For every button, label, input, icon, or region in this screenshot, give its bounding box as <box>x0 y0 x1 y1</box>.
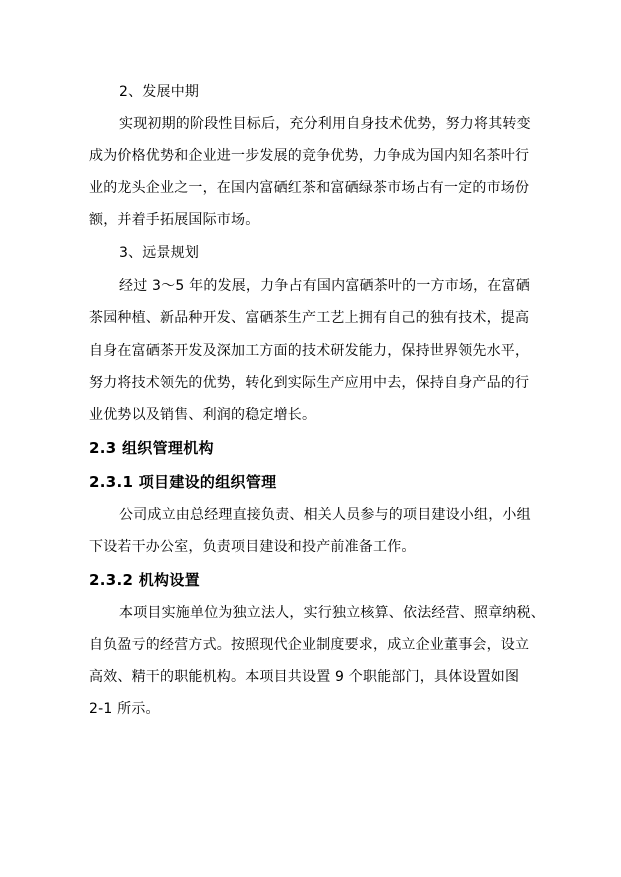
paragraph-line: 自身在富硒茶开发及深加工方面的技术研发能力，保持世界领先水平， <box>89 343 530 359</box>
paragraph-line: 业的龙头企业之一，在国内富硒红茶和富硒绿茶市场占有一定的市场份 <box>89 180 530 196</box>
paragraph-line: 本项目实施单位为独立法人，实行独立核算、依法经营、照章纳税、 <box>119 605 545 621</box>
subsection-heading-long-term-plan: 3、远景规划 <box>119 245 200 261</box>
paragraph-line: 成为价格优势和企业进一步发展的竞争优势，力争成为国内知名茶叶行 <box>89 148 530 164</box>
paragraph-line: 公司成立由总经理直接负责、相关人员参与的项目建设小组，小组 <box>119 507 531 523</box>
section-heading-2-3: 2.3 组织管理机构 <box>89 439 214 457</box>
paragraph-line: 2-1 所示。 <box>89 701 160 717</box>
paragraph-line: 额，并着手拓展国际市场。 <box>89 212 260 228</box>
paragraph-line: 经过 3～5 年的发展，力争占有国内富硒茶叶的一方市场，在富硒 <box>119 278 530 294</box>
paragraph-line: 下设若干办公室，负责项目建设和投产前准备工作。 <box>89 539 416 555</box>
paragraph-line: 业优势以及销售、利润的稳定增长。 <box>89 407 317 423</box>
paragraph-line: 努力将技术领先的优势，转化到实际生产应用中去，保持自身产品的行 <box>89 375 530 391</box>
section-heading-2-3-1: 2.3.1 项目建设的组织管理 <box>89 473 277 491</box>
paragraph-line: 自负盈亏的经营方式。按照现代企业制度要求，成立企业董事会，设立 <box>89 637 530 653</box>
paragraph-line: 高效、精干的职能机构。本项目共设置 9 个职能部门，具体设置如图 <box>89 669 520 685</box>
paragraph-line: 茶园种植、新品种开发、富硒茶生产工艺上拥有自己的独有技术，提高 <box>89 310 530 326</box>
paragraph-line: 实现初期的阶段性目标后，充分利用自身技术优势，努力将其转变 <box>119 116 531 132</box>
section-heading-2-3-2: 2.3.2 机构设置 <box>89 571 200 589</box>
subsection-heading-development-mid: 2、发展中期 <box>119 84 200 100</box>
